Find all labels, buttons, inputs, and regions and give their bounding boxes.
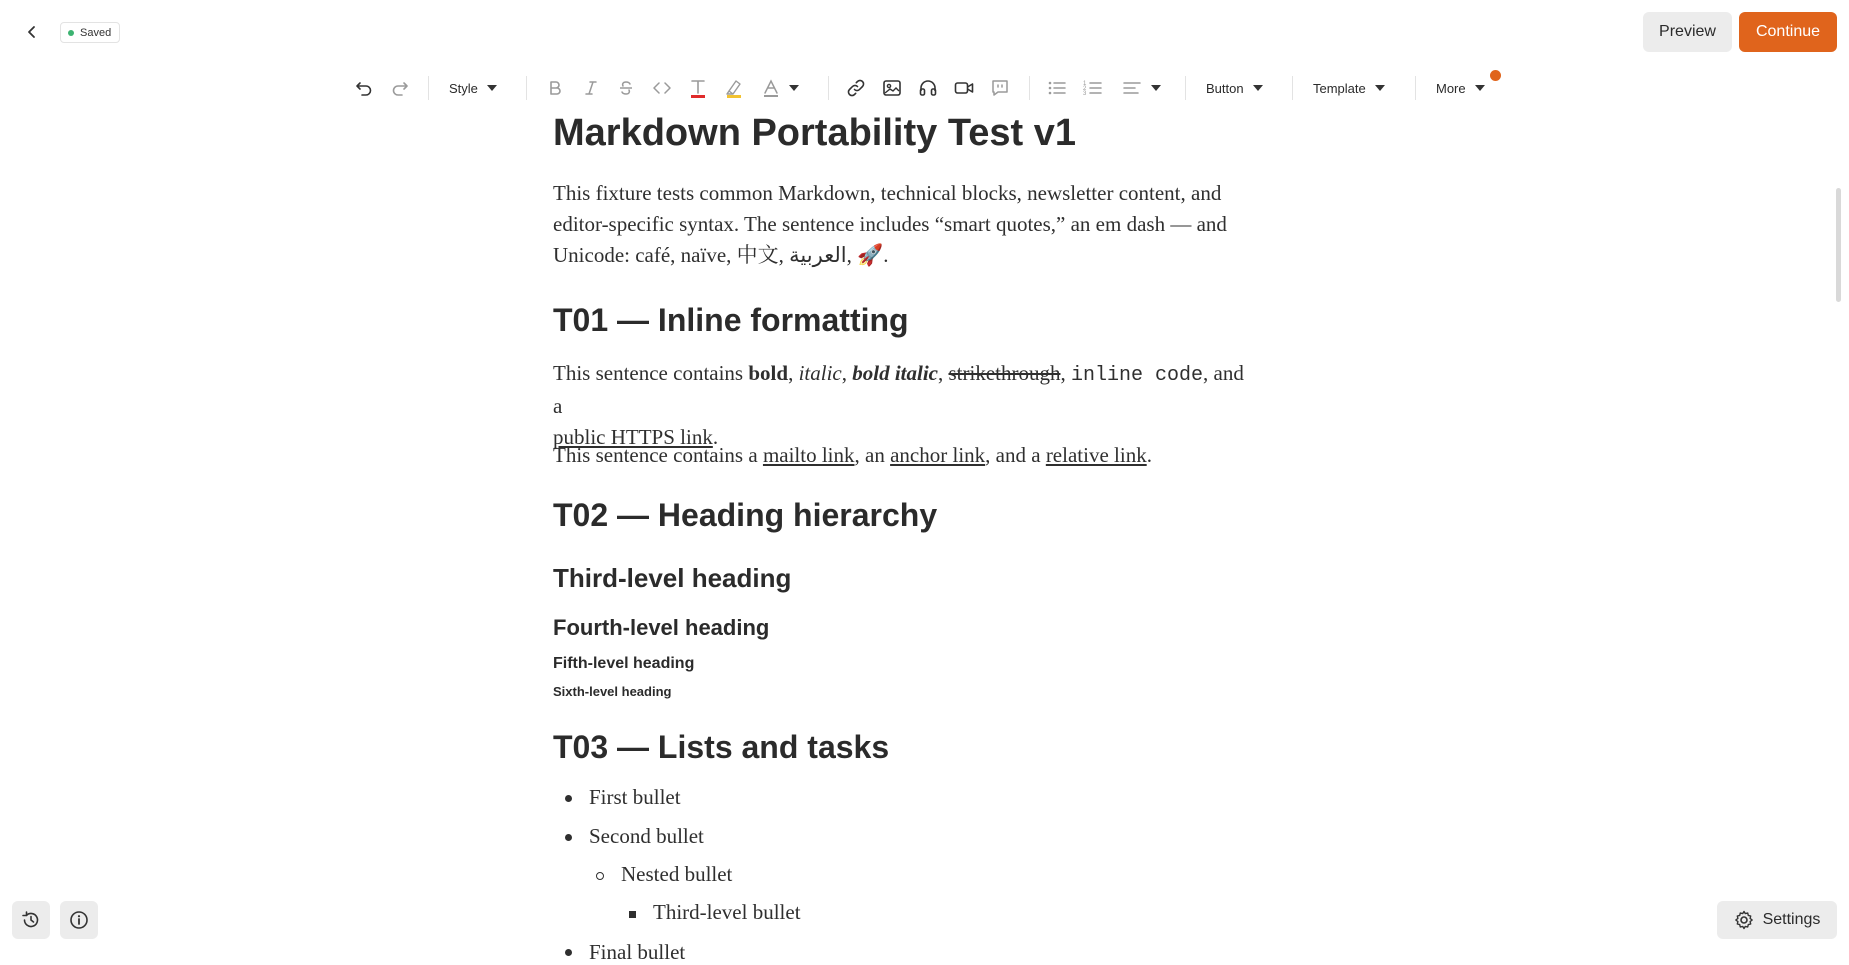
- intro-line: editor-specific syntax. The sentence includes “smart quotes,” an em dash — and: [553, 212, 1227, 236]
- caret-down-icon: [1475, 85, 1485, 91]
- toolbar-divider: [1029, 76, 1030, 100]
- scrollbar[interactable]: [1836, 188, 1841, 302]
- section-heading-t02: T02 — Heading hierarchy: [553, 497, 938, 533]
- links-paragraph: [553, 440, 1253, 471]
- comment-icon: [990, 78, 1010, 98]
- numbered-list-icon: [1083, 79, 1103, 97]
- caret-down-icon: [1253, 85, 1263, 91]
- image-button[interactable]: [880, 70, 904, 106]
- toolbar-divider: [1185, 76, 1186, 100]
- text-run: .: [712, 425, 719, 449]
- top-bar: [0, 0, 1849, 64]
- text-run: .: [1146, 443, 1152, 467]
- text-run: This sentence contains: [553, 361, 749, 385]
- bullet-disc-icon: [565, 795, 572, 802]
- toolbar-divider: [828, 76, 829, 100]
- style-dropdown[interactable]: [449, 70, 497, 106]
- chevron-left-icon: [25, 25, 39, 39]
- headphones-icon: [918, 78, 938, 98]
- relative-link[interactable]: relative link: [1045, 443, 1147, 467]
- editor-toolbar: [0, 70, 1849, 106]
- redo-icon: [391, 79, 409, 97]
- bullet-list-button[interactable]: [1045, 70, 1069, 106]
- template-dropdown[interactable]: [1313, 70, 1385, 106]
- text-run: , an: [854, 443, 891, 467]
- info-icon: [69, 910, 89, 930]
- list-item: Nested bullet: [621, 862, 733, 886]
- link-icon: [846, 78, 866, 98]
- bold-italic-text: bold italic: [852, 361, 938, 385]
- bullet-list-icon: [1047, 79, 1067, 97]
- caret-down-icon: [789, 85, 799, 91]
- toolbar-divider: [428, 76, 429, 100]
- heading-level-6: Sixth-level heading: [553, 684, 672, 699]
- text-run: , and a: [985, 443, 1046, 467]
- gear-icon: [1734, 910, 1754, 930]
- image-icon: [882, 78, 902, 98]
- text-run: ,: [841, 361, 853, 385]
- inline-code: inline code: [1070, 364, 1203, 387]
- undo-button[interactable]: [352, 70, 376, 106]
- more-dropdown-label: More: [1436, 80, 1466, 96]
- align-left-icon: [1123, 80, 1141, 96]
- text-run: This sentence contains a: [553, 443, 763, 467]
- continue-button[interactable]: Continue: [1739, 12, 1837, 52]
- numbered-list-button[interactable]: [1081, 70, 1105, 106]
- bold-icon: [547, 80, 563, 96]
- svg-text:3: 3: [1083, 91, 1087, 97]
- italic-icon: [583, 80, 599, 96]
- bullet-disc-icon: [565, 949, 572, 956]
- notification-dot-icon: [1490, 70, 1501, 81]
- redo-button[interactable]: [388, 70, 412, 106]
- text-run: ,: [937, 361, 949, 385]
- toolbar-divider: [1292, 76, 1293, 100]
- button-dropdown-label: Button: [1206, 80, 1244, 96]
- undo-icon: [355, 79, 373, 97]
- strikethrough-text: strikethrough: [948, 361, 1061, 385]
- bold-button[interactable]: [543, 70, 567, 106]
- text-run: ,: [788, 361, 799, 385]
- section-heading-t01: T01 — Inline formatting: [553, 302, 909, 338]
- settings-button[interactable]: [1717, 901, 1837, 939]
- svg-text:2: 2: [1083, 86, 1087, 92]
- saved-status-badge: [60, 22, 120, 43]
- text-run: ,: [1060, 361, 1071, 385]
- caret-down-icon: [1375, 85, 1385, 91]
- list-item: Third-level bullet: [653, 900, 801, 924]
- intro-line: This fixture tests common Markdown, technical blocks, newsletter content, and: [553, 181, 1222, 205]
- list-item: First bullet: [589, 785, 681, 809]
- heading-level-5: Fifth-level heading: [553, 655, 695, 672]
- italic-text: italic: [798, 361, 842, 385]
- strikethrough-icon: [618, 80, 634, 96]
- text-run: , and a: [553, 361, 1244, 418]
- bullet-square-icon: [629, 911, 636, 918]
- caret-down-icon: [1151, 85, 1161, 91]
- intro-paragraph: [553, 178, 1253, 271]
- text-color-button[interactable]: [686, 70, 710, 106]
- history-icon: [21, 910, 41, 930]
- template-dropdown-label: Template: [1313, 80, 1366, 96]
- heading-level-3: Third-level heading: [553, 563, 792, 593]
- saved-label: Saved: [80, 26, 112, 39]
- font-color-dropdown[interactable]: [760, 70, 802, 106]
- history-button[interactable]: [12, 901, 50, 939]
- document-title: Markdown Portability Test v1: [553, 112, 1076, 154]
- bold-text: bold: [748, 361, 789, 385]
- audio-button[interactable]: [916, 70, 940, 106]
- align-dropdown[interactable]: [1119, 70, 1165, 106]
- video-button[interactable]: [952, 70, 976, 106]
- toolbar-divider: [1415, 76, 1416, 100]
- code-button[interactable]: [650, 70, 674, 106]
- bullet-disc-icon: [565, 834, 572, 841]
- list-item: Final bullet: [589, 940, 686, 964]
- https-link[interactable]: public HTTPS link: [553, 425, 713, 449]
- italic-button[interactable]: [579, 70, 603, 106]
- more-dropdown[interactable]: [1436, 70, 1485, 106]
- info-button[interactable]: [60, 901, 98, 939]
- saved-dot-icon: [68, 30, 74, 36]
- highlight-button[interactable]: [722, 70, 746, 106]
- list-item: Second bullet: [589, 824, 704, 848]
- bullet-circle-icon: [596, 872, 604, 880]
- highlighter-icon: [725, 78, 743, 98]
- svg-text:1: 1: [1083, 81, 1087, 87]
- caret-down-icon: [487, 85, 497, 91]
- back-button[interactable]: [20, 20, 44, 44]
- code-icon: [653, 80, 671, 96]
- video-camera-icon: [954, 78, 974, 98]
- heading-level-4: Fourth-level heading: [553, 615, 770, 640]
- font-color-icon: [763, 79, 779, 97]
- settings-label: Settings: [1762, 911, 1821, 928]
- toolbar-divider: [526, 76, 527, 100]
- strikethrough-button[interactable]: [614, 70, 638, 106]
- text-color-icon: [689, 78, 707, 98]
- link-button[interactable]: [844, 70, 868, 106]
- inline-formatting-paragraph: [553, 358, 1253, 453]
- button-dropdown[interactable]: [1206, 70, 1263, 106]
- intro-line: Unicode: café, naïve, 中文, العربية, 🚀.: [553, 243, 889, 267]
- preview-button[interactable]: Preview: [1643, 12, 1732, 52]
- mailto-link[interactable]: mailto link: [762, 443, 855, 467]
- comment-button[interactable]: [988, 70, 1012, 106]
- anchor-link[interactable]: anchor link: [890, 443, 986, 467]
- style-dropdown-label: Style: [449, 80, 478, 96]
- section-heading-t03: T03 — Lists and tasks: [553, 729, 890, 765]
